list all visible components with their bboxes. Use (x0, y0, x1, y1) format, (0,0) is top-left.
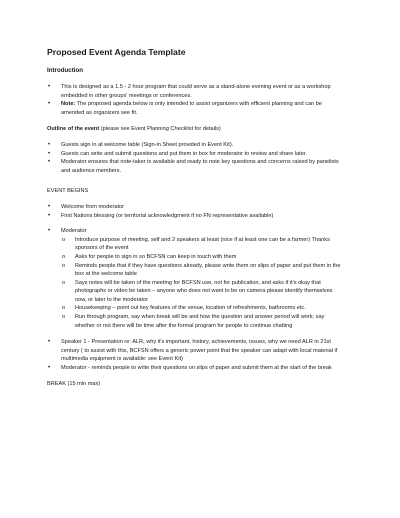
list-item (47, 364, 344, 373)
speakers-list (47, 338, 344, 372)
list-item (47, 203, 344, 212)
bullet-icon: • (48, 228, 51, 235)
list-item-text: Speaker 1 - Presentation re: ALR, why it's important, history, achievements, issues, why we need ALR in 21st century ( to assist with this, BCFSN offers a generic power point that the speaker can adapt with local material if multimedia equipment is available: see Event Kit) (61, 339, 338, 363)
sub-list-item (61, 279, 344, 305)
outline-heading: Outline of the event (47, 126, 100, 133)
list-item-text: Guests can write and submit questions and put them in box for moderator to review and share later. (61, 150, 307, 157)
outline-list (47, 141, 344, 175)
circle-bullet-icon: o (62, 314, 66, 321)
sub-list-item-text: Asks for people to sign in so BCFSN can keep in touch with them (75, 253, 237, 260)
sub-list-item (61, 262, 344, 279)
list-item-text: Welcome from moderator (61, 203, 125, 210)
list-item (47, 338, 344, 364)
circle-bullet-icon: o (62, 253, 66, 260)
sub-list-item (61, 236, 344, 253)
moderator-label: Moderator (61, 228, 87, 235)
outline-heading-line (47, 125, 344, 134)
bullet-icon: • (48, 84, 51, 90)
bullet-icon: • (48, 159, 51, 166)
list-item (47, 150, 344, 159)
sub-list-item-text: Says notes will be taken of the meeting for BCFSN use, not for publication, and asks if it's okay that photographs or video be taken – anyone who does not want to be on camera please identify themselves now, or later to the moderator (75, 279, 333, 303)
sub-list-item-text: Introduce purpose of meeting, self and 2 speakers at least (nice if at least one can be a farmer) Thanks sponsors of the event (75, 236, 330, 252)
moderator-list (47, 227, 344, 330)
list-item (47, 227, 344, 330)
list-item-text: Moderator ensures that note-taker is available and ready to note key questions and concerns raised by panelists and audience members. (61, 159, 339, 174)
break-line: BREAK (15 min max) (47, 380, 101, 387)
list-item (47, 83, 344, 100)
bullet-icon: • (48, 150, 51, 157)
circle-bullet-icon: o (62, 305, 66, 312)
list-item (47, 141, 344, 150)
introduction-heading: Introduction (47, 67, 84, 74)
list-item-text: First Nations blessing (or territorial acknowledgment if no FN representative available) (61, 212, 274, 219)
sub-list-item (61, 253, 344, 262)
list-item (47, 158, 344, 175)
outline-note: (please see Event Planning Checklist for details) (99, 126, 221, 133)
sub-list-item (61, 313, 344, 330)
note-label: Note: (61, 101, 76, 108)
introduction-list (47, 83, 344, 117)
circle-bullet-icon: o (62, 262, 66, 269)
moderator-sub-list (61, 236, 344, 331)
list-item (47, 212, 344, 221)
list-item-text: This is designed as a 1.5 - 2 hour program that could serve as a stand-alone evening event or as a workshop embedded in other groups' meetings or conferences. (61, 84, 331, 99)
sub-list-item-text: Run through program, say when break will be and how the question and answer period will work; say whether or not there will be time after the formal program for people to continue chatting (75, 314, 325, 329)
document-title: Proposed Event Agenda Template (47, 47, 186, 57)
circle-bullet-icon: o (62, 279, 66, 286)
list-item-text: Moderator - reminds people to write their questions on slips of paper and submit them at the start of the break (61, 365, 332, 372)
event-begins-heading: EVENT BEGINS (47, 188, 89, 195)
bullet-icon: • (48, 141, 51, 148)
list-item (47, 100, 344, 117)
list-item-text: The proposed agenda below is only intended to assist organizers with efficient planning and can be amended as organizers see fit. (61, 101, 323, 116)
bullet-icon: • (48, 212, 51, 219)
bullet-icon: • (48, 339, 51, 346)
sub-list-item (61, 304, 344, 313)
bullet-icon: • (48, 101, 51, 108)
bullet-icon: • (48, 203, 51, 210)
bullet-icon: • (48, 365, 51, 372)
circle-bullet-icon: o (62, 236, 66, 243)
event-begins-list (47, 203, 344, 220)
list-item-text: Guests sign in at welcome table (Sign-in Sheet provided in Event Kit). (61, 141, 234, 148)
sub-list-item-text: Reminds people that if they have questions already, please write them on slips of paper and put them in the box at the welcome table (75, 262, 341, 278)
sub-list-item-text: Housekeeping – point out key features of the venue, location of refreshments, bathrooms etc. (75, 305, 306, 312)
